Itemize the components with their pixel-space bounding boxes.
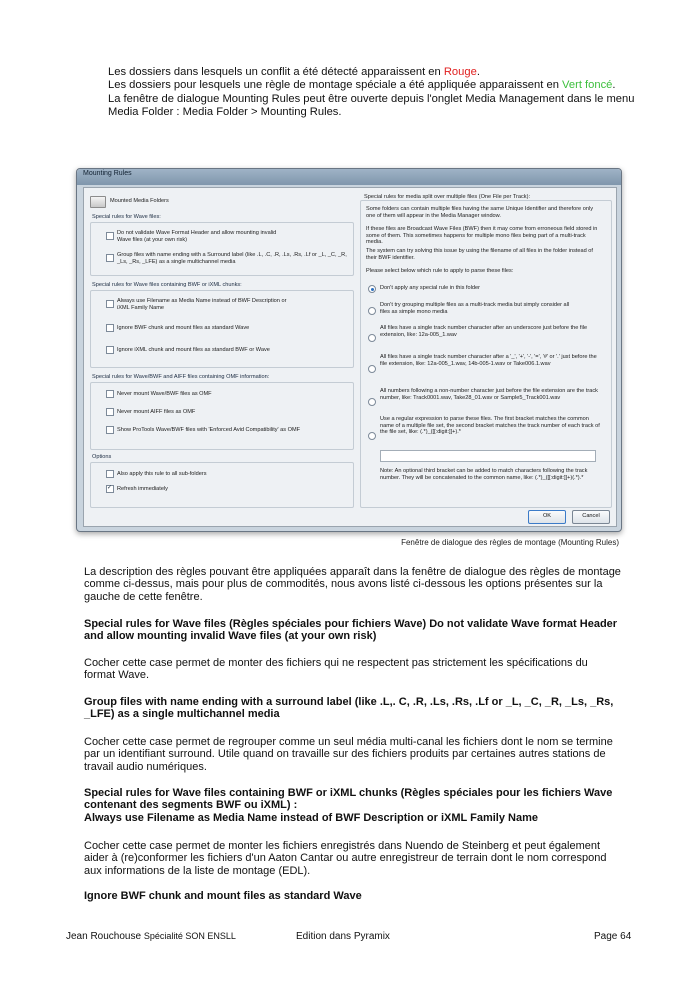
ignore-bwf-checkbox[interactable]	[106, 324, 114, 332]
do-not-validate-checkbox[interactable]	[106, 232, 114, 240]
right-title: Special rules for media split over multiple files (One File per Track):	[364, 194, 531, 200]
never-mount-wave-checkbox[interactable]	[106, 390, 114, 398]
never-mount-aiff-label: Never mount AIFF files as OMF	[117, 409, 196, 415]
never-mount-wave-label: Never mount Wave/BWF files as OMF	[117, 391, 212, 397]
rule-radio-0[interactable]	[368, 285, 376, 293]
do-not-validate-label: Do not validate Wave Format Header and allow mounting invalid Wave files (at your own risk)	[117, 230, 277, 243]
right-p1: Some folders can contain multiple files having the same Unique Identifier and therefore only one of them will appear in the Media Manager window.	[366, 206, 593, 219]
page-number: Page 64	[594, 931, 632, 942]
refresh-immediately-label: Refresh immediately	[117, 486, 168, 492]
intro-line-1: Les dossiers dans lesquels un conflit a été détecté apparaissent en Rouge.	[108, 66, 480, 78]
regex-input[interactable]	[380, 450, 596, 462]
ignore-ixml-label: Ignore iXML chunk and mount files as standard BWF or Wave	[117, 347, 270, 353]
rule-label-4: All numbers following a non-number character just before the file extension are the track number, like: Track0001.wav, Take28_01.wav or Sample5_Track001.wav	[380, 388, 598, 401]
ignore-bwf-label: Ignore BWF chunk and mount files as standard Wave	[117, 325, 250, 331]
rule-radio-1[interactable]	[368, 307, 376, 315]
green-word: Vert foncé	[562, 79, 613, 92]
rule-label-0: Don't apply any special rule in this folder	[380, 285, 480, 291]
heading-bwf-rules: Special rules for Wave files containing BWF or iXML chunks (Règles spéciales pour les fichiers Wave contenant des segments BWF ou iXML) :	[84, 787, 613, 812]
right-p2: If these files are Broadcast Wave Files (BWF) then it may come from erroneous field stored in some of them. This sometimes happens for multiple mono files being part of a multi-track media.	[366, 226, 598, 246]
apply-subfolders-checkbox[interactable]	[106, 470, 114, 478]
heading-ignore-bwf: Ignore BWF chunk and mount files as standard Wave	[84, 890, 362, 902]
figure-caption: Fenêtre de dialogue des règles de montage (Mounting Rules)	[401, 538, 619, 547]
footer-author: Jean Rouchouse Spécialité SON ENSLL	[66, 931, 236, 942]
body-p4: Cocher cette case permet de monter les fichiers enregistrés dans Nuendo de Steinberg et peut également aider à (re)conformer les fichiers d'un Aaton Cantar ou autre enregistreur de terrain dont le nom correspond aux informations de la liste de montage (EDL).	[84, 840, 607, 877]
intro-line-3: La fenêtre de dialogue Mounting Rules peut être ouverte depuis l'onglet Media Management dans le menu Media Folder : Media Folder > Mounting Rules.	[108, 92, 635, 119]
rule-label-1: Don't try grouping multiple files as a multi-track media but simply consider all files as simple mono media	[380, 302, 570, 315]
group-surround-checkbox[interactable]	[106, 254, 114, 262]
note-text: Note: An optional third bracket can be added to match characters following the track number. They will be concatenated to the common name, like: (.*)_([[:digit:]]+)(.*).*	[380, 468, 588, 481]
options-group-title: Options	[92, 454, 112, 460]
intro-line-2: Les dossiers pour lesquels une règle de montage spéciale a été appliquée apparaissent en Vert foncé.	[108, 79, 616, 92]
dialog-title-bar	[77, 169, 621, 185]
rule-radio-5[interactable]	[368, 432, 376, 440]
heading-always-use-filename: Always use Filename as Media Name instead of BWF Description or iXML Family Name	[84, 812, 538, 824]
group-surround-label: Group files with name ending with a Surround label (like .L, .C, .R, .Ls, .Rs, .Lf or _L, _C, _R, _Ls, _Rs, _LFE) as a single multichannel media	[117, 252, 347, 265]
red-word: Rouge	[443, 66, 477, 78]
dialog-body	[83, 187, 617, 527]
always-use-filename-label: Always use Filename as Media Name instead of BWF Description or iXML Family Name	[117, 298, 287, 311]
rule-label-5: Use a regular expression to parse these files. The first bracket matches the common name of a multiple file set, the second bracket matches the track number of each track of the file set, like: (.*)_([[:digit:]]+).*	[380, 416, 600, 436]
rule-radio-3[interactable]	[368, 365, 376, 373]
always-use-filename-checkbox[interactable]	[106, 300, 114, 308]
rule-radio-4[interactable]	[368, 398, 376, 406]
footer-center: Edition dans Pyramix	[296, 931, 390, 942]
apply-subfolders-label: Also apply this rule to all sub-folders	[117, 471, 207, 477]
mounting-rules-dialog	[76, 168, 622, 532]
dialog-title: Mounting Rules	[83, 170, 132, 177]
body-p1: La description des règles pouvant être appliquées apparaît dans la fenêtre de dialogue des règles de montage comme ci-dessus, mais pour plus de commodités, nous avons listé ci-dessous les options présentes sur la gauche de cette fenêtre.	[84, 566, 621, 603]
omf-group-title: Special rules for Wave/BWF and AIFF files containing OMF information:	[92, 374, 270, 380]
mounted-media-folders-label: Mounted Media Folders	[110, 198, 169, 204]
bwf-group-title: Special rules for Wave files containing BWF or iXML chunks:	[92, 282, 242, 288]
heading-wave-rules: Special rules for Wave files (Règles spéciales pour fichiers Wave) Do not validate Wave format Header and allow mounting invalid Wave files (at your own risk)	[84, 618, 618, 643]
wave-group-title: Special rules for Wave files:	[92, 214, 161, 220]
refresh-immediately-checkbox[interactable]	[106, 485, 114, 493]
cancel-button[interactable]: Cancel	[572, 510, 610, 524]
never-mount-aiff-checkbox[interactable]	[106, 408, 114, 416]
body-p2: Cocher cette case permet de monter des fichiers qui ne respectent pas strictement les spécifications du format Wave.	[84, 657, 588, 682]
body-p3: Cocher cette case permet de regrouper comme un seul média multi-canal les fichiers dont le nom se termine par un identifiant surround. Utile quand on travaille sur des fichiers produits par certaines autres stations de travail audio numériques.	[84, 736, 613, 773]
rule-label-2: All files have a single track number character after an underscore just before the file extension, like: 12a-005_1.wav	[380, 325, 588, 338]
show-protools-label: Show ProTools Wave/BWF files with 'Enforced Avid Compatibility' as OMF	[117, 427, 301, 433]
options-group	[90, 462, 354, 508]
ignore-ixml-checkbox[interactable]	[106, 346, 114, 354]
right-p4: Please select below which rule to apply to parse these files:	[366, 268, 514, 274]
ok-button[interactable]: OK	[528, 510, 566, 524]
intro-block	[108, 66, 638, 120]
folder-icon[interactable]	[90, 196, 106, 208]
heading-group-files: Group files with name ending with a surround label (like .L,. C, .R, .Ls, .Rs, .Lf or _L, _C, _R, _Ls, _Rs, _LFE) as a single multichannel media	[84, 696, 614, 721]
right-p3: The system can try solving this issue by using the filename of all files in the folder instead of their BWF identifier.	[366, 248, 593, 261]
rule-radio-2[interactable]	[368, 334, 376, 342]
show-protools-checkbox[interactable]	[106, 426, 114, 434]
rule-label-3: All files have a single track number character after a '_', '+', '-', '=', '#' or '.' just before the file extension, like: 12a-005_1.wav, 14b-005-1.wav or Take006.1.wav	[380, 354, 597, 367]
